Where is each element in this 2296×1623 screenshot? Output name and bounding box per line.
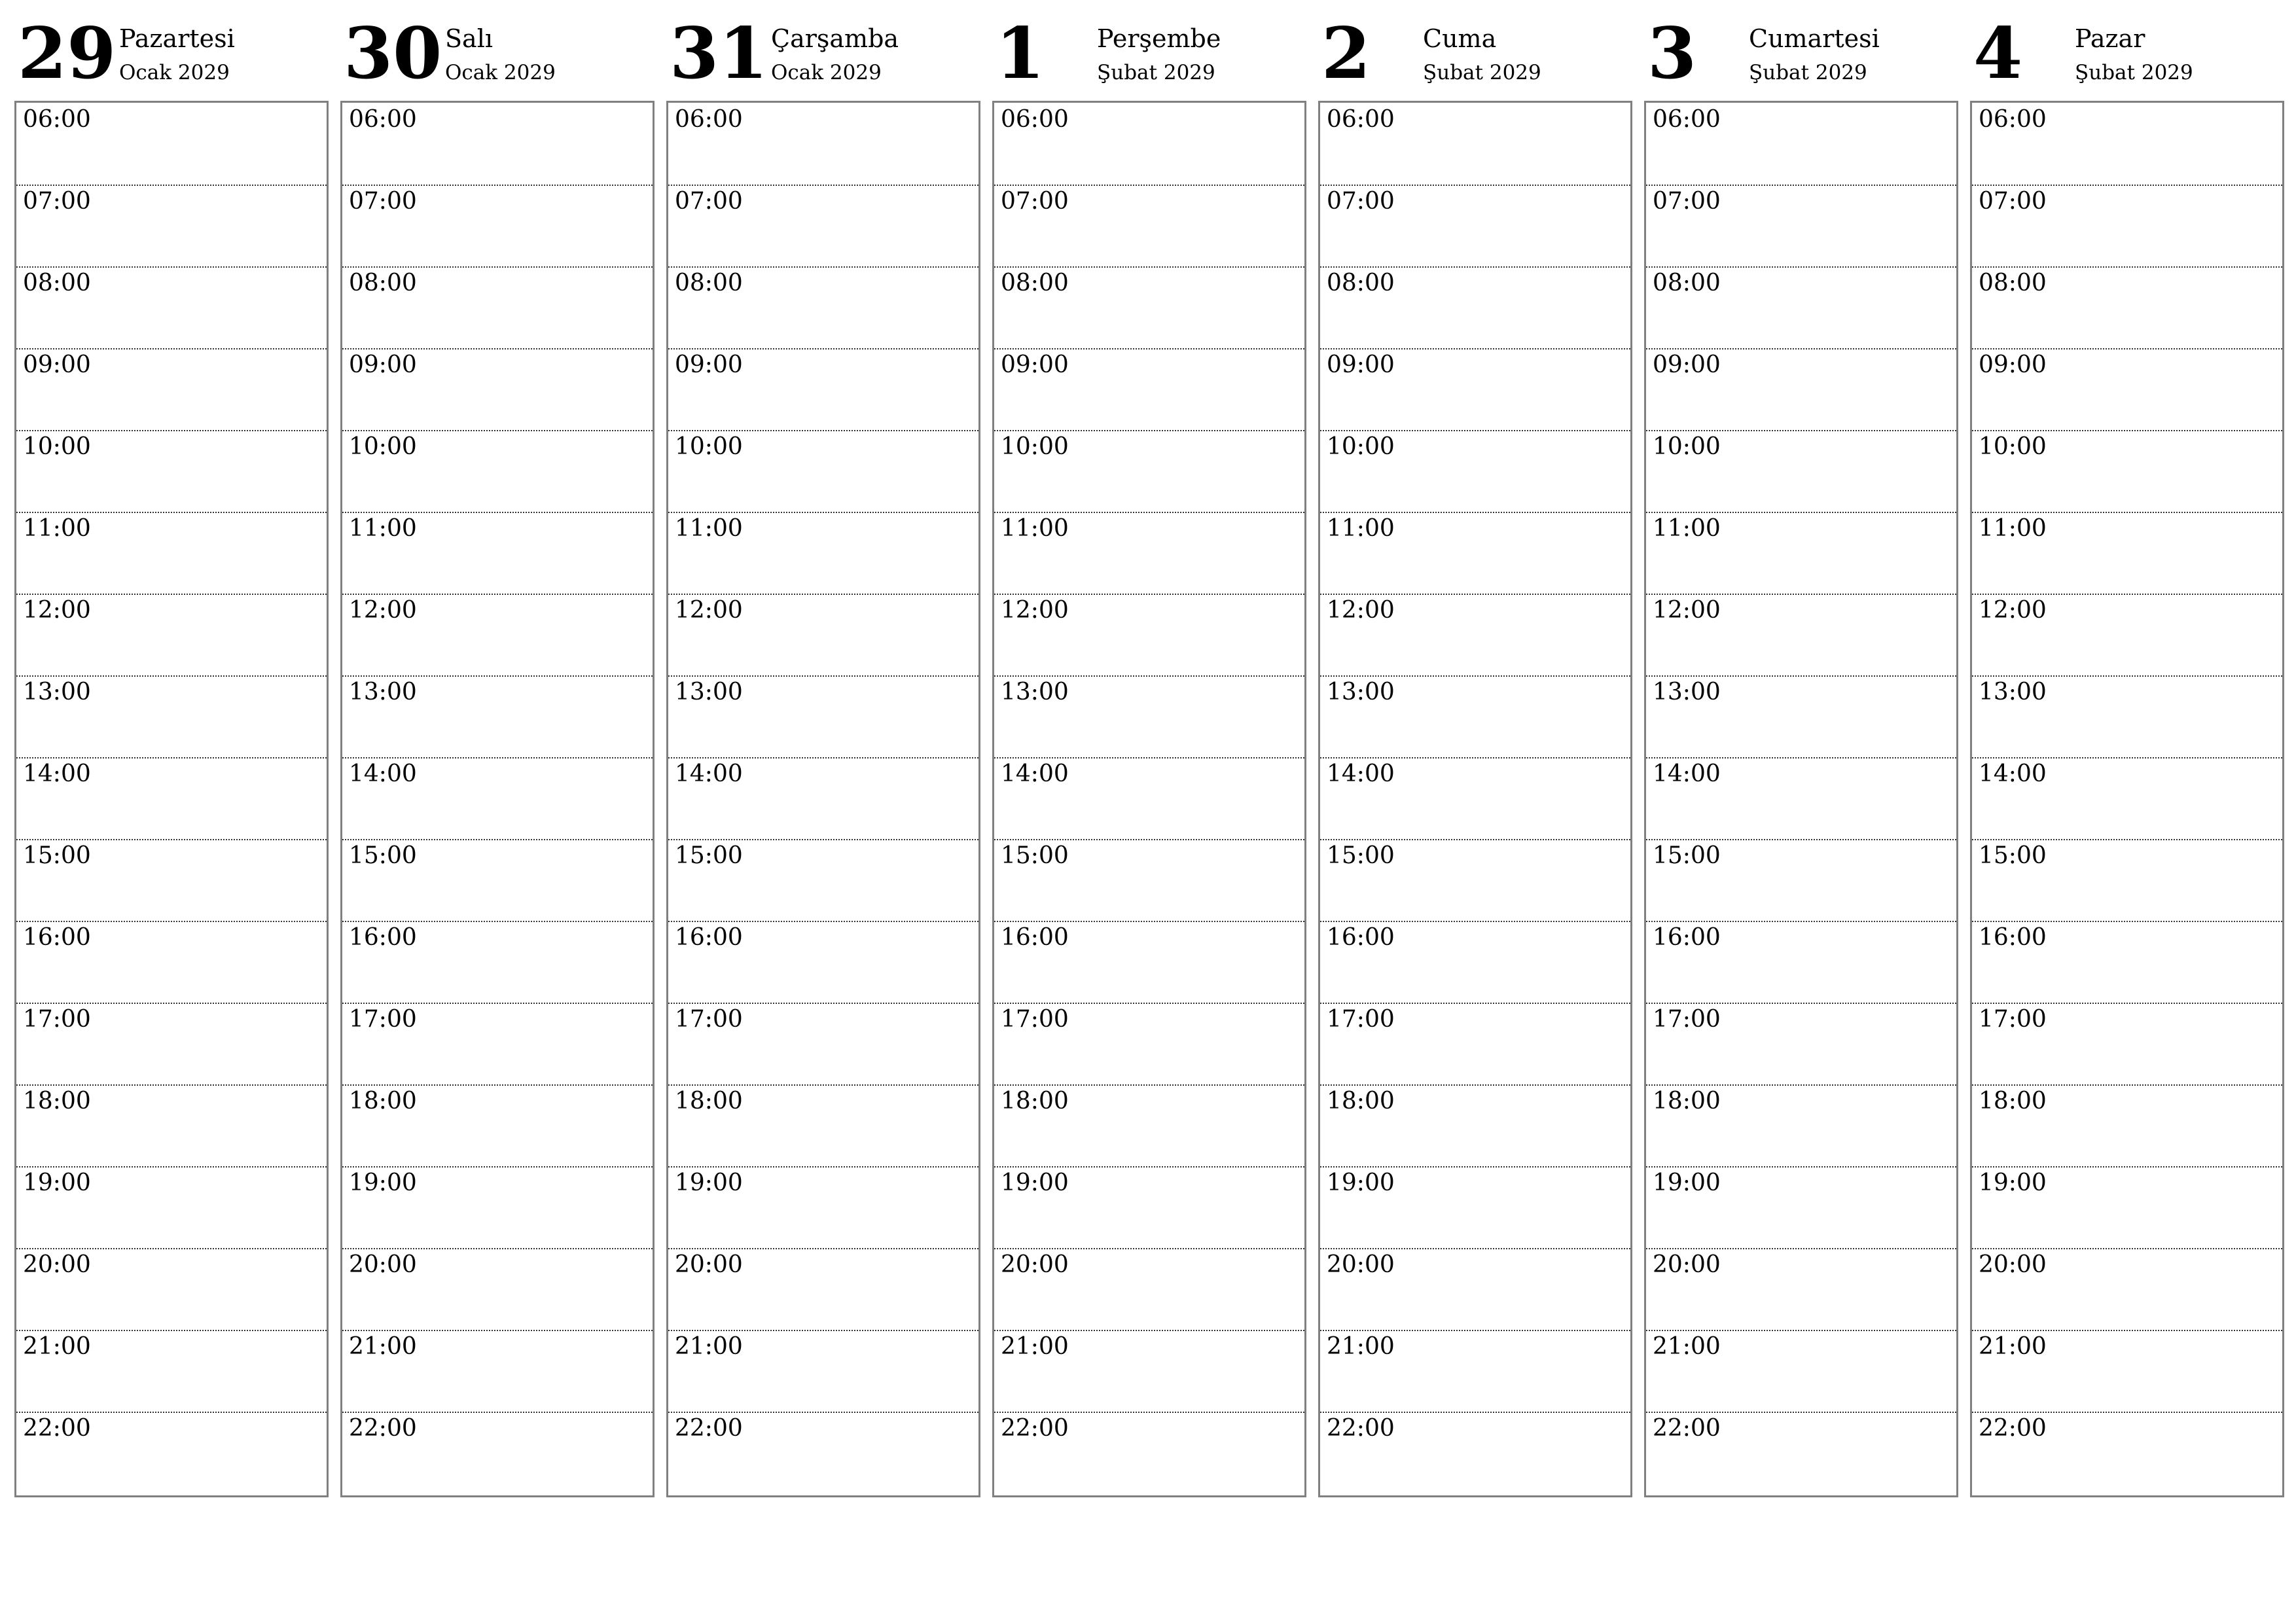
time-label: 19:00 xyxy=(1001,1169,1069,1196)
time-slot[interactable] xyxy=(1646,1166,1956,1248)
time-slot[interactable] xyxy=(1646,921,1956,1003)
time-label: 21:00 xyxy=(1979,1333,2047,1360)
time-slot[interactable] xyxy=(1646,430,1956,512)
time-label: 08:00 xyxy=(23,270,91,296)
time-slot[interactable] xyxy=(1320,1330,1630,1412)
time-slot[interactable] xyxy=(1646,185,1956,266)
time-slot[interactable] xyxy=(668,839,978,921)
time-label: 18:00 xyxy=(1653,1088,1721,1115)
time-label: 14:00 xyxy=(23,760,91,787)
time-slot[interactable] xyxy=(1646,594,1956,675)
time-label: 13:00 xyxy=(1653,679,1721,705)
time-slot[interactable] xyxy=(1320,675,1630,757)
time-slot[interactable] xyxy=(1972,185,2282,266)
time-slot[interactable] xyxy=(668,1330,978,1412)
time-slot[interactable] xyxy=(16,757,327,839)
time-slot[interactable] xyxy=(1320,103,1630,185)
time-label: 12:00 xyxy=(23,597,91,624)
time-label: 07:00 xyxy=(1653,188,1721,215)
day-header xyxy=(340,0,653,101)
time-label: 20:00 xyxy=(349,1251,417,1278)
time-label: 16:00 xyxy=(1327,924,1395,951)
day-name: Pazartesi xyxy=(119,24,235,53)
time-label: 11:00 xyxy=(1653,515,1721,542)
time-label: 19:00 xyxy=(349,1169,417,1196)
time-slot[interactable] xyxy=(994,757,1304,839)
time-label: 14:00 xyxy=(675,760,743,787)
time-label: 12:00 xyxy=(1653,597,1721,624)
day-column xyxy=(14,0,327,1442)
time-slot[interactable] xyxy=(342,348,653,430)
time-label: 06:00 xyxy=(23,106,91,133)
time-label: 09:00 xyxy=(1653,351,1721,378)
day-month: Şubat 2029 xyxy=(1097,61,1215,84)
day-column xyxy=(1318,0,1631,1442)
time-label: 10:00 xyxy=(1979,433,2047,460)
time-slot[interactable] xyxy=(668,1003,978,1084)
time-label: 06:00 xyxy=(1001,106,1069,133)
day-number: 4 xyxy=(1973,12,2023,95)
time-slot[interactable] xyxy=(668,185,978,266)
time-label: 16:00 xyxy=(1653,924,1721,951)
time-label: 12:00 xyxy=(675,597,743,624)
time-slot[interactable] xyxy=(342,1003,653,1084)
time-label: 08:00 xyxy=(1979,270,2047,296)
time-label: 12:00 xyxy=(1327,597,1395,624)
time-label: 07:00 xyxy=(349,188,417,215)
time-label: 21:00 xyxy=(349,1333,417,1360)
time-slot[interactable] xyxy=(1646,1003,1956,1084)
time-label: 06:00 xyxy=(1653,106,1721,133)
day-number: 2 xyxy=(1321,12,1371,95)
time-slot[interactable] xyxy=(668,1412,978,1493)
time-slot[interactable] xyxy=(342,1084,653,1166)
time-label: 07:00 xyxy=(23,188,91,215)
time-slot[interactable] xyxy=(994,1084,1304,1166)
time-slot[interactable] xyxy=(1972,1248,2282,1330)
time-label: 21:00 xyxy=(1653,1333,1721,1360)
time-label: 09:00 xyxy=(23,351,91,378)
time-label: 16:00 xyxy=(1001,924,1069,951)
time-label: 09:00 xyxy=(1327,351,1395,378)
time-slot[interactable] xyxy=(668,921,978,1003)
time-label: 13:00 xyxy=(1979,679,2047,705)
day-column xyxy=(340,0,653,1442)
time-label: 09:00 xyxy=(1979,351,2047,378)
time-slot[interactable] xyxy=(16,512,327,594)
time-slot[interactable] xyxy=(1320,594,1630,675)
time-slot[interactable] xyxy=(1972,266,2282,348)
day-schedule-box xyxy=(992,101,1306,1497)
day-month: Ocak 2029 xyxy=(771,61,882,84)
time-slot[interactable] xyxy=(994,1166,1304,1248)
time-label: 08:00 xyxy=(1653,270,1721,296)
day-column xyxy=(992,0,1305,1442)
day-header xyxy=(1644,0,1957,101)
time-label: 11:00 xyxy=(1001,515,1069,542)
time-label: 10:00 xyxy=(349,433,417,460)
time-label: 20:00 xyxy=(1979,1251,2047,1278)
time-slot[interactable] xyxy=(342,921,653,1003)
time-label: 09:00 xyxy=(1001,351,1069,378)
time-slot[interactable] xyxy=(994,921,1304,1003)
time-label: 07:00 xyxy=(1979,188,2047,215)
day-number: 29 xyxy=(18,12,117,95)
time-label: 13:00 xyxy=(23,679,91,705)
time-label: 16:00 xyxy=(349,924,417,951)
day-column xyxy=(1644,0,1957,1442)
time-slot[interactable] xyxy=(1972,839,2282,921)
time-slot[interactable] xyxy=(1320,1166,1630,1248)
time-slot[interactable] xyxy=(668,512,978,594)
time-label: 17:00 xyxy=(1327,1006,1395,1033)
time-slot[interactable] xyxy=(1972,1003,2282,1084)
time-label: 21:00 xyxy=(1327,1333,1395,1360)
time-slot[interactable] xyxy=(668,1084,978,1166)
time-label: 08:00 xyxy=(1001,270,1069,296)
time-label: 14:00 xyxy=(349,760,417,787)
day-name: Cumartesi xyxy=(1749,24,1880,53)
time-slot[interactable] xyxy=(668,675,978,757)
time-slot[interactable] xyxy=(1320,1248,1630,1330)
time-slot[interactable] xyxy=(342,266,653,348)
day-number: 1 xyxy=(996,12,1045,95)
time-slot[interactable] xyxy=(342,512,653,594)
time-slot[interactable] xyxy=(16,1248,327,1330)
day-schedule-box xyxy=(1318,101,1632,1497)
time-slot[interactable] xyxy=(994,348,1304,430)
time-label: 10:00 xyxy=(23,433,91,460)
time-label: 16:00 xyxy=(675,924,743,951)
time-slot[interactable] xyxy=(668,757,978,839)
time-slot[interactable] xyxy=(994,512,1304,594)
time-label: 06:00 xyxy=(1979,106,2047,133)
time-label: 11:00 xyxy=(23,515,91,542)
time-slot[interactable] xyxy=(1320,921,1630,1003)
time-label: 07:00 xyxy=(675,188,743,215)
time-label: 10:00 xyxy=(1327,433,1395,460)
day-name: Salı xyxy=(445,24,493,53)
time-label: 20:00 xyxy=(675,1251,743,1278)
time-slot[interactable] xyxy=(994,430,1304,512)
time-label: 17:00 xyxy=(349,1006,417,1033)
day-header xyxy=(1318,0,1631,101)
time-slot[interactable] xyxy=(1320,185,1630,266)
day-schedule-box xyxy=(14,101,329,1497)
time-label: 20:00 xyxy=(23,1251,91,1278)
time-slot[interactable] xyxy=(668,348,978,430)
time-label: 18:00 xyxy=(675,1088,743,1115)
time-label: 22:00 xyxy=(23,1415,91,1442)
time-label: 20:00 xyxy=(1001,1251,1069,1278)
time-label: 12:00 xyxy=(1001,597,1069,624)
time-slot[interactable] xyxy=(1972,103,2282,185)
time-slot[interactable] xyxy=(994,594,1304,675)
day-name: Pazar xyxy=(2075,24,2145,53)
day-header xyxy=(666,0,979,101)
time-slot[interactable] xyxy=(16,675,327,757)
time-label: 15:00 xyxy=(1653,842,1721,869)
time-label: 14:00 xyxy=(1653,760,1721,787)
day-column xyxy=(1970,0,2283,1442)
time-slot[interactable] xyxy=(1646,757,1956,839)
time-label: 18:00 xyxy=(1979,1088,2047,1115)
time-label: 19:00 xyxy=(23,1169,91,1196)
day-month: Şubat 2029 xyxy=(2075,61,2193,84)
time-slot[interactable] xyxy=(1646,266,1956,348)
day-name: Cuma xyxy=(1423,24,1497,53)
time-label: 11:00 xyxy=(349,515,417,542)
time-slot[interactable] xyxy=(668,266,978,348)
time-slot[interactable] xyxy=(16,266,327,348)
time-slot[interactable] xyxy=(342,675,653,757)
time-label: 21:00 xyxy=(23,1333,91,1360)
time-slot[interactable] xyxy=(994,185,1304,266)
time-label: 08:00 xyxy=(675,270,743,296)
time-slot[interactable] xyxy=(342,1166,653,1248)
time-slot[interactable] xyxy=(668,103,978,185)
time-slot[interactable] xyxy=(1972,430,2282,512)
time-slot[interactable] xyxy=(1972,1412,2282,1493)
time-label: 15:00 xyxy=(1001,842,1069,869)
time-slot[interactable] xyxy=(16,1084,327,1166)
time-slot[interactable] xyxy=(1972,757,2282,839)
time-slot[interactable] xyxy=(16,185,327,266)
time-slot[interactable] xyxy=(1646,1248,1956,1330)
time-slot[interactable] xyxy=(1972,1084,2282,1166)
day-schedule-box xyxy=(1970,101,2284,1497)
time-slot[interactable] xyxy=(1972,512,2282,594)
time-label: 17:00 xyxy=(1001,1006,1069,1033)
time-slot[interactable] xyxy=(1320,430,1630,512)
time-slot[interactable] xyxy=(342,1330,653,1412)
time-slot[interactable] xyxy=(16,839,327,921)
time-label: 22:00 xyxy=(675,1415,743,1442)
day-name: Perşembe xyxy=(1097,24,1221,53)
time-label: 15:00 xyxy=(1979,842,2047,869)
time-slot[interactable] xyxy=(1320,1084,1630,1166)
time-slot[interactable] xyxy=(1320,512,1630,594)
time-slot[interactable] xyxy=(1972,348,2282,430)
time-label: 14:00 xyxy=(1979,760,2047,787)
time-slot[interactable] xyxy=(1972,921,2282,1003)
time-slot[interactable] xyxy=(342,594,653,675)
time-slot[interactable] xyxy=(1646,1330,1956,1412)
time-slot[interactable] xyxy=(16,103,327,185)
time-label: 18:00 xyxy=(349,1088,417,1115)
time-slot[interactable] xyxy=(994,266,1304,348)
time-slot[interactable] xyxy=(994,675,1304,757)
time-label: 13:00 xyxy=(675,679,743,705)
time-label: 20:00 xyxy=(1327,1251,1395,1278)
time-label: 07:00 xyxy=(1001,188,1069,215)
time-slot[interactable] xyxy=(1646,348,1956,430)
time-slot[interactable] xyxy=(16,1166,327,1248)
day-header xyxy=(1970,0,2283,101)
time-label: 19:00 xyxy=(1653,1169,1721,1196)
time-label: 19:00 xyxy=(1327,1169,1395,1196)
time-slot[interactable] xyxy=(16,1330,327,1412)
time-label: 22:00 xyxy=(349,1415,417,1442)
day-column xyxy=(666,0,979,1442)
time-label: 18:00 xyxy=(23,1088,91,1115)
time-slot[interactable] xyxy=(342,1248,653,1330)
time-slot[interactable] xyxy=(1320,839,1630,921)
time-label: 18:00 xyxy=(1001,1088,1069,1115)
time-slot[interactable] xyxy=(1646,675,1956,757)
time-label: 10:00 xyxy=(1653,433,1721,460)
time-label: 06:00 xyxy=(349,106,417,133)
time-label: 20:00 xyxy=(1653,1251,1721,1278)
time-label: 15:00 xyxy=(349,842,417,869)
weekly-planner xyxy=(14,0,2289,1505)
time-slot[interactable] xyxy=(668,1248,978,1330)
day-number: 3 xyxy=(1647,12,1697,95)
time-slot[interactable] xyxy=(1320,757,1630,839)
time-slot[interactable] xyxy=(1646,1412,1956,1493)
time-label: 17:00 xyxy=(1979,1006,2047,1033)
time-label: 11:00 xyxy=(1327,515,1395,542)
day-header xyxy=(14,0,327,101)
time-slot[interactable] xyxy=(16,1003,327,1084)
time-slot[interactable] xyxy=(342,757,653,839)
day-schedule-box xyxy=(666,101,980,1497)
time-slot[interactable] xyxy=(1646,103,1956,185)
time-slot[interactable] xyxy=(16,430,327,512)
time-label: 10:00 xyxy=(675,433,743,460)
time-label: 06:00 xyxy=(675,106,743,133)
time-label: 08:00 xyxy=(1327,270,1395,296)
day-month: Şubat 2029 xyxy=(1423,61,1541,84)
time-slot[interactable] xyxy=(1320,348,1630,430)
time-label: 09:00 xyxy=(349,351,417,378)
time-label: 14:00 xyxy=(1001,760,1069,787)
time-label: 10:00 xyxy=(1001,433,1069,460)
time-label: 08:00 xyxy=(349,270,417,296)
day-schedule-box xyxy=(1644,101,1958,1497)
time-slot[interactable] xyxy=(1972,1166,2282,1248)
time-label: 22:00 xyxy=(1327,1415,1395,1442)
time-slot[interactable] xyxy=(342,185,653,266)
time-slot[interactable] xyxy=(342,1412,653,1493)
time-slot[interactable] xyxy=(994,1412,1304,1493)
time-slot[interactable] xyxy=(1646,839,1956,921)
time-slot[interactable] xyxy=(994,1003,1304,1084)
time-slot[interactable] xyxy=(16,921,327,1003)
time-label: 15:00 xyxy=(23,842,91,869)
time-slot[interactable] xyxy=(994,1248,1304,1330)
day-number: 30 xyxy=(344,12,442,95)
time-slot[interactable] xyxy=(668,594,978,675)
time-label: 22:00 xyxy=(1653,1415,1721,1442)
time-slot[interactable] xyxy=(994,103,1304,185)
time-label: 22:00 xyxy=(1979,1415,2047,1442)
time-label: 15:00 xyxy=(675,842,743,869)
time-slot[interactable] xyxy=(342,103,653,185)
time-slot[interactable] xyxy=(994,839,1304,921)
time-label: 17:00 xyxy=(1653,1006,1721,1033)
time-slot[interactable] xyxy=(1972,1330,2282,1412)
day-name: Çarşamba xyxy=(771,24,899,53)
time-slot[interactable] xyxy=(342,839,653,921)
time-label: 16:00 xyxy=(23,924,91,951)
time-label: 21:00 xyxy=(1001,1333,1069,1360)
time-label: 18:00 xyxy=(1327,1088,1395,1115)
time-label: 19:00 xyxy=(1979,1169,2047,1196)
time-label: 17:00 xyxy=(23,1006,91,1033)
time-slot[interactable] xyxy=(668,430,978,512)
time-slot[interactable] xyxy=(1320,1412,1630,1493)
time-label: 11:00 xyxy=(1979,515,2047,542)
time-label: 19:00 xyxy=(675,1169,743,1196)
time-slot[interactable] xyxy=(16,1412,327,1493)
time-label: 22:00 xyxy=(1001,1415,1069,1442)
time-label: 13:00 xyxy=(1001,679,1069,705)
day-month: Ocak 2029 xyxy=(119,61,230,84)
day-schedule-box xyxy=(340,101,655,1497)
time-label: 13:00 xyxy=(349,679,417,705)
time-label: 11:00 xyxy=(675,515,743,542)
time-label: 09:00 xyxy=(675,351,743,378)
time-label: 21:00 xyxy=(675,1333,743,1360)
time-slot[interactable] xyxy=(16,348,327,430)
day-month: Şubat 2029 xyxy=(1749,61,1867,84)
time-label: 12:00 xyxy=(349,597,417,624)
day-month: Ocak 2029 xyxy=(445,61,556,84)
time-slot[interactable] xyxy=(1646,1084,1956,1166)
time-slot[interactable] xyxy=(1320,266,1630,348)
time-slot[interactable] xyxy=(668,1166,978,1248)
time-slot[interactable] xyxy=(994,1330,1304,1412)
time-slot[interactable] xyxy=(1320,1003,1630,1084)
time-label: 13:00 xyxy=(1327,679,1395,705)
time-slot[interactable] xyxy=(1646,512,1956,594)
time-label: 17:00 xyxy=(675,1006,743,1033)
day-header xyxy=(992,0,1305,101)
time-label: 16:00 xyxy=(1979,924,2047,951)
time-slot[interactable] xyxy=(1972,594,2282,675)
time-label: 07:00 xyxy=(1327,188,1395,215)
time-slot[interactable] xyxy=(342,430,653,512)
day-number: 31 xyxy=(670,12,768,95)
time-label: 06:00 xyxy=(1327,106,1395,133)
time-slot[interactable] xyxy=(16,594,327,675)
time-label: 12:00 xyxy=(1979,597,2047,624)
time-label: 15:00 xyxy=(1327,842,1395,869)
time-slot[interactable] xyxy=(1972,675,2282,757)
time-label: 14:00 xyxy=(1327,760,1395,787)
